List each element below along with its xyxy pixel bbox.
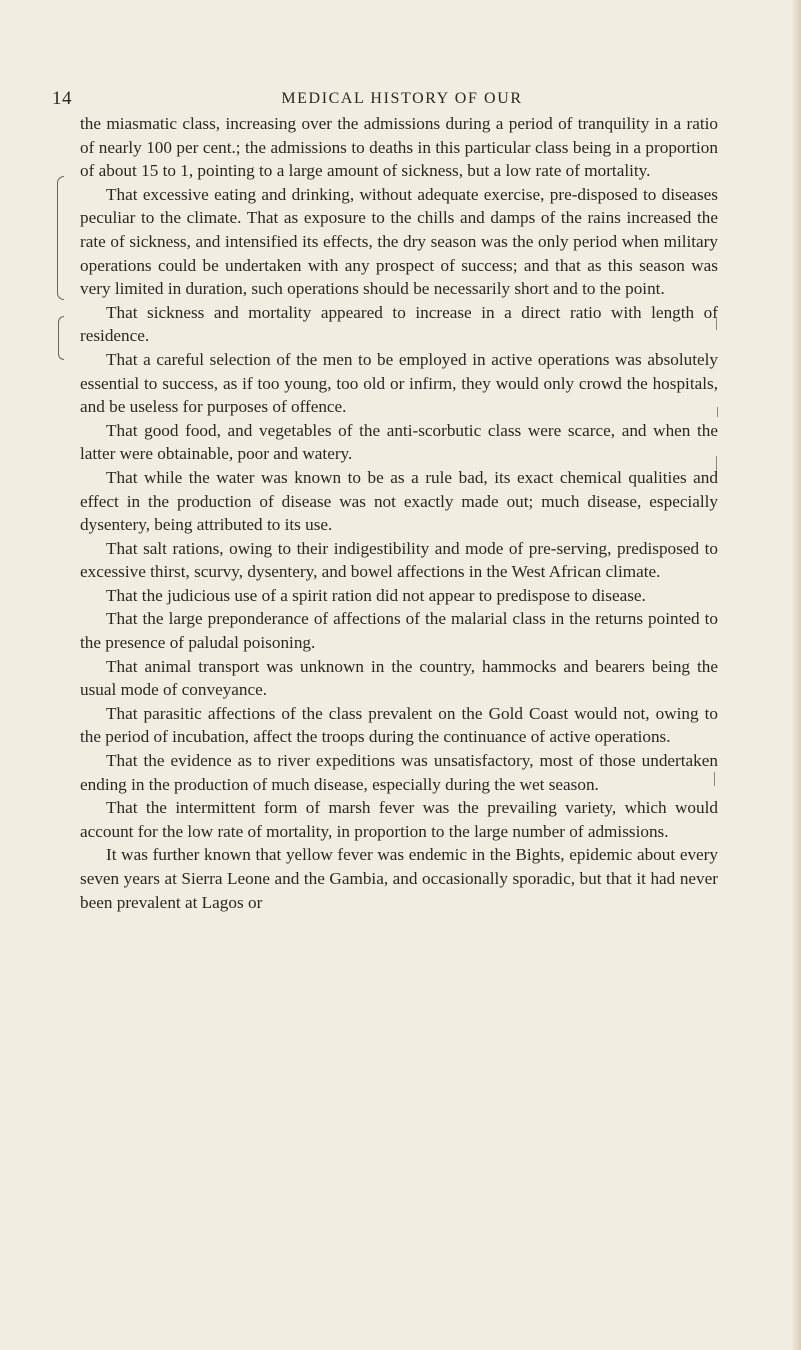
- paragraph: the miasmatic class, increasing over the admissions during a period of tranquility in a ratio of nearly 100 per cent.; the admissions to deaths in this particular class being in a proportion of about 15 to 1, pointing to a large amount of sickness, but a low rate of mortality.: [80, 114, 718, 181]
- running-head: MEDICAL HISTORY OF OUR: [281, 90, 523, 107]
- paragraph: That salt rations, owing to their indigestibility and mode of pre-serving, predisposed to excessive thirst, scurvy, dysentery, and bowel affections in the West African climate.: [80, 538, 718, 582]
- paragraph: That the judicious use of a spirit ration did not appear to predispose to disease.: [106, 585, 646, 605]
- margin-bracket-mark: [57, 176, 64, 300]
- paragraph: That excessive eating and drinking, without adequate exercise, pre-disposed to diseases peculiar to the climate. That as exposure to the chills and damps of the rains increased the rate of sickness, and intensified its effects, the dry season was the only period when military operations could be undertaken with any prospect of success; and that as this season was very limited in duration, such operations should be necessarily short and to the point.: [80, 184, 718, 299]
- paragraph: That the evidence as to river expeditions was unsatisfactory, most of those undertaken ending in the production of much disease, especially during the wet season.: [80, 751, 718, 794]
- paragraph: That while the water was known to be as a rule bad, its exact chemical qualities and effect in the production of disease was not exactly made out; much disease, especially dysentery, being attributed to its use.: [80, 467, 718, 535]
- paragraph: That the intermittent form of marsh fever was the prevailing variety, which would account for the low rate of mortality, in proportion to the large number of admissions.: [80, 798, 718, 841]
- paragraph: That the large preponderance of affections of the malarial class in the returns pointed to the presence of paludal poisoning.: [80, 609, 718, 653]
- paragraph: That animal transport was unknown in the country, hammocks and bearers being the usual mode of conveyance.: [80, 656, 718, 700]
- margin-bracket-mark: [58, 316, 64, 360]
- body-text: [80, 112, 718, 914]
- page-edge-shadow: [791, 0, 801, 1350]
- paragraph: It was further known that yellow fever was endemic in the Bights, epidemic about every seven years at Sierra Leone and the Gambia, and occasionally sporadic, but that it had never been prevalent at Lagos or: [80, 845, 718, 912]
- paragraph: That parasitic affections of the class prevalent on the Gold Coast would not, owing to the period of incubation, affect the troops during the continuance of active operations.: [80, 703, 718, 747]
- paragraph: That sickness and mortality appeared to increase in a direct ratio with length of residence.: [80, 302, 718, 346]
- page-number: 14: [52, 88, 72, 109]
- paragraph: That a careful selection of the men to be employed in active operations was absolutely essential to success, as if too young, too old or infirm, they would only crowd the hospitals, and be useless for purposes of offence.: [80, 349, 718, 417]
- paragraph: That good food, and vegetables of the anti-scorbutic class were scarce, and when the latter were obtainable, poor and watery.: [80, 420, 718, 464]
